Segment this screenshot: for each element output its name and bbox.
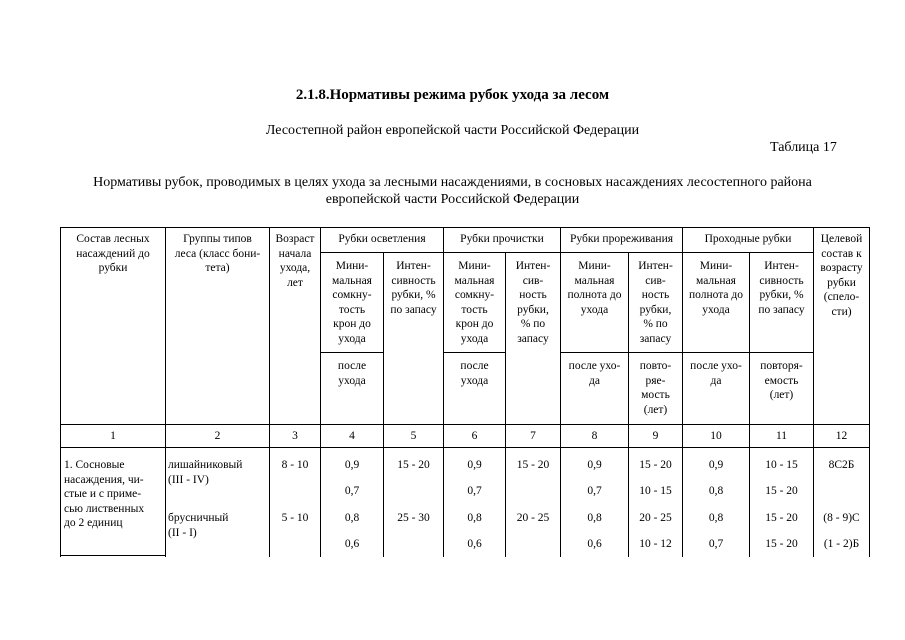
row-value: 0,9 <box>587 459 602 471</box>
header-clar-int: Интен- сивность рубки, % по запасу <box>390 260 437 316</box>
row-start-age: 8 - 10 <box>281 459 309 471</box>
row-value: 0,6 <box>344 538 360 550</box>
header-clean-int: Интен- сив- ность рубки, % по запасу <box>515 260 551 345</box>
row-target-composition: (8 - 9)С <box>823 512 860 524</box>
row-value: 0,9 <box>344 459 360 471</box>
row-value: 15 - 20 <box>397 459 430 471</box>
row-value: 15 - 20 <box>639 459 672 471</box>
header-clar-after: после ухода <box>337 360 367 387</box>
row-target-composition: 8С2Б <box>828 459 855 471</box>
row-value: 0,8 <box>708 512 724 524</box>
header-forest-groups: Группы типов леса (класс бони- тета) <box>174 233 261 274</box>
col-number: 7 <box>530 430 536 442</box>
header-start-age: Возраст начала ухода, лет <box>275 233 315 289</box>
header-thin-repeat: повто- ряе- мость (лет) <box>639 360 672 416</box>
header-thinning: Рубки прореживания <box>569 233 674 245</box>
row-value: 0,7 <box>467 485 482 497</box>
row-start-age: 5 - 10 <box>281 512 309 524</box>
header-pass-int: Интен- сивность рубки, % по запасу <box>758 260 805 316</box>
row-value: 0,6 <box>467 538 482 550</box>
table-description: Нормативы рубок, проводимых в целях ухода за лесными насаждениями, в сосновых насаждениях лесостепного района европейской части Российской Федерации <box>93 175 812 207</box>
header-target: Целевой состав к возрасту рубки (спело- сти) <box>820 233 863 318</box>
row-value: 15 - 20 <box>765 512 798 524</box>
col-number: 3 <box>292 430 298 442</box>
header-thin-after: после ухо- да <box>568 360 621 387</box>
row-value: 0,7 <box>587 485 602 497</box>
col-number: 2 <box>214 430 221 442</box>
row-value: 0,8 <box>708 485 724 497</box>
row-value: 20 - 25 <box>516 512 550 524</box>
row-value: 0,8 <box>467 512 482 524</box>
header-clean-after: после ухода <box>460 360 489 387</box>
row-value: 0,9 <box>708 459 724 471</box>
row-forest-group: брусничный (II - I) <box>168 512 229 539</box>
table-label: Таблица 17 <box>770 140 837 155</box>
col-number: 6 <box>471 430 478 442</box>
header-thin-int: Интен- сив- ность рубки, % по запасу <box>638 260 673 345</box>
row-value: 15 - 20 <box>765 485 798 497</box>
col-number: 5 <box>410 430 417 442</box>
row-value: 0,8 <box>344 512 360 524</box>
col-number: 4 <box>349 430 355 442</box>
row-value: 0,7 <box>708 538 724 550</box>
row-value: 0,9 <box>467 459 482 471</box>
col-number: 10 <box>710 430 722 442</box>
row-value: 15 - 20 <box>765 538 798 550</box>
row-value: 15 - 20 <box>516 459 550 471</box>
header-clar-min: Мини- мальная сомкну- тость крон до ухода <box>332 260 372 345</box>
header-composition: Состав лесных насаждений до рубки <box>76 233 150 274</box>
row-target-composition: (1 - 2)Б <box>823 538 860 550</box>
row-value: 25 - 30 <box>397 512 430 524</box>
row-value: 10 - 12 <box>639 538 672 550</box>
page-title: 2.1.8.Нормативы режима рубок ухода за лесом <box>295 87 610 103</box>
header-clean-min: Мини- мальная сомкну- тость крон до ухода <box>454 260 495 345</box>
row-composition: 1. Сосновые насаждения, чи- стые и с приме- сью лиственных до 2 единиц <box>64 459 145 529</box>
col-number: 9 <box>652 430 659 442</box>
row-value: 20 - 25 <box>639 512 672 524</box>
col-number: 1 <box>110 430 116 442</box>
col-number: 11 <box>775 430 788 442</box>
row-forest-group: лишайниковый (III - IV) <box>168 459 243 486</box>
region-subtitle: Лесостепной район европейской части Российской Федерации <box>265 123 640 138</box>
col-number: 8 <box>591 430 598 442</box>
header-clarification: Рубки осветления <box>338 233 426 245</box>
header-passage: Проходные рубки <box>704 233 792 245</box>
header-pass-after: после ухо- да <box>690 360 742 387</box>
header-cleaning: Рубки прочистки <box>460 233 544 245</box>
col-number: 12 <box>835 430 848 442</box>
row-value: 10 - 15 <box>765 459 798 471</box>
row-value: 10 - 15 <box>639 485 672 497</box>
row-value: 0,7 <box>344 485 360 497</box>
header-thin-min: Мини- мальная полнота до ухода <box>567 260 622 316</box>
header-pass-min: Мини- мальная полнота до ухода <box>689 260 743 316</box>
row-value: 0,8 <box>587 512 602 524</box>
header-pass-repeat: повторя- емость (лет) <box>760 360 803 401</box>
row-value: 0,6 <box>587 538 602 550</box>
